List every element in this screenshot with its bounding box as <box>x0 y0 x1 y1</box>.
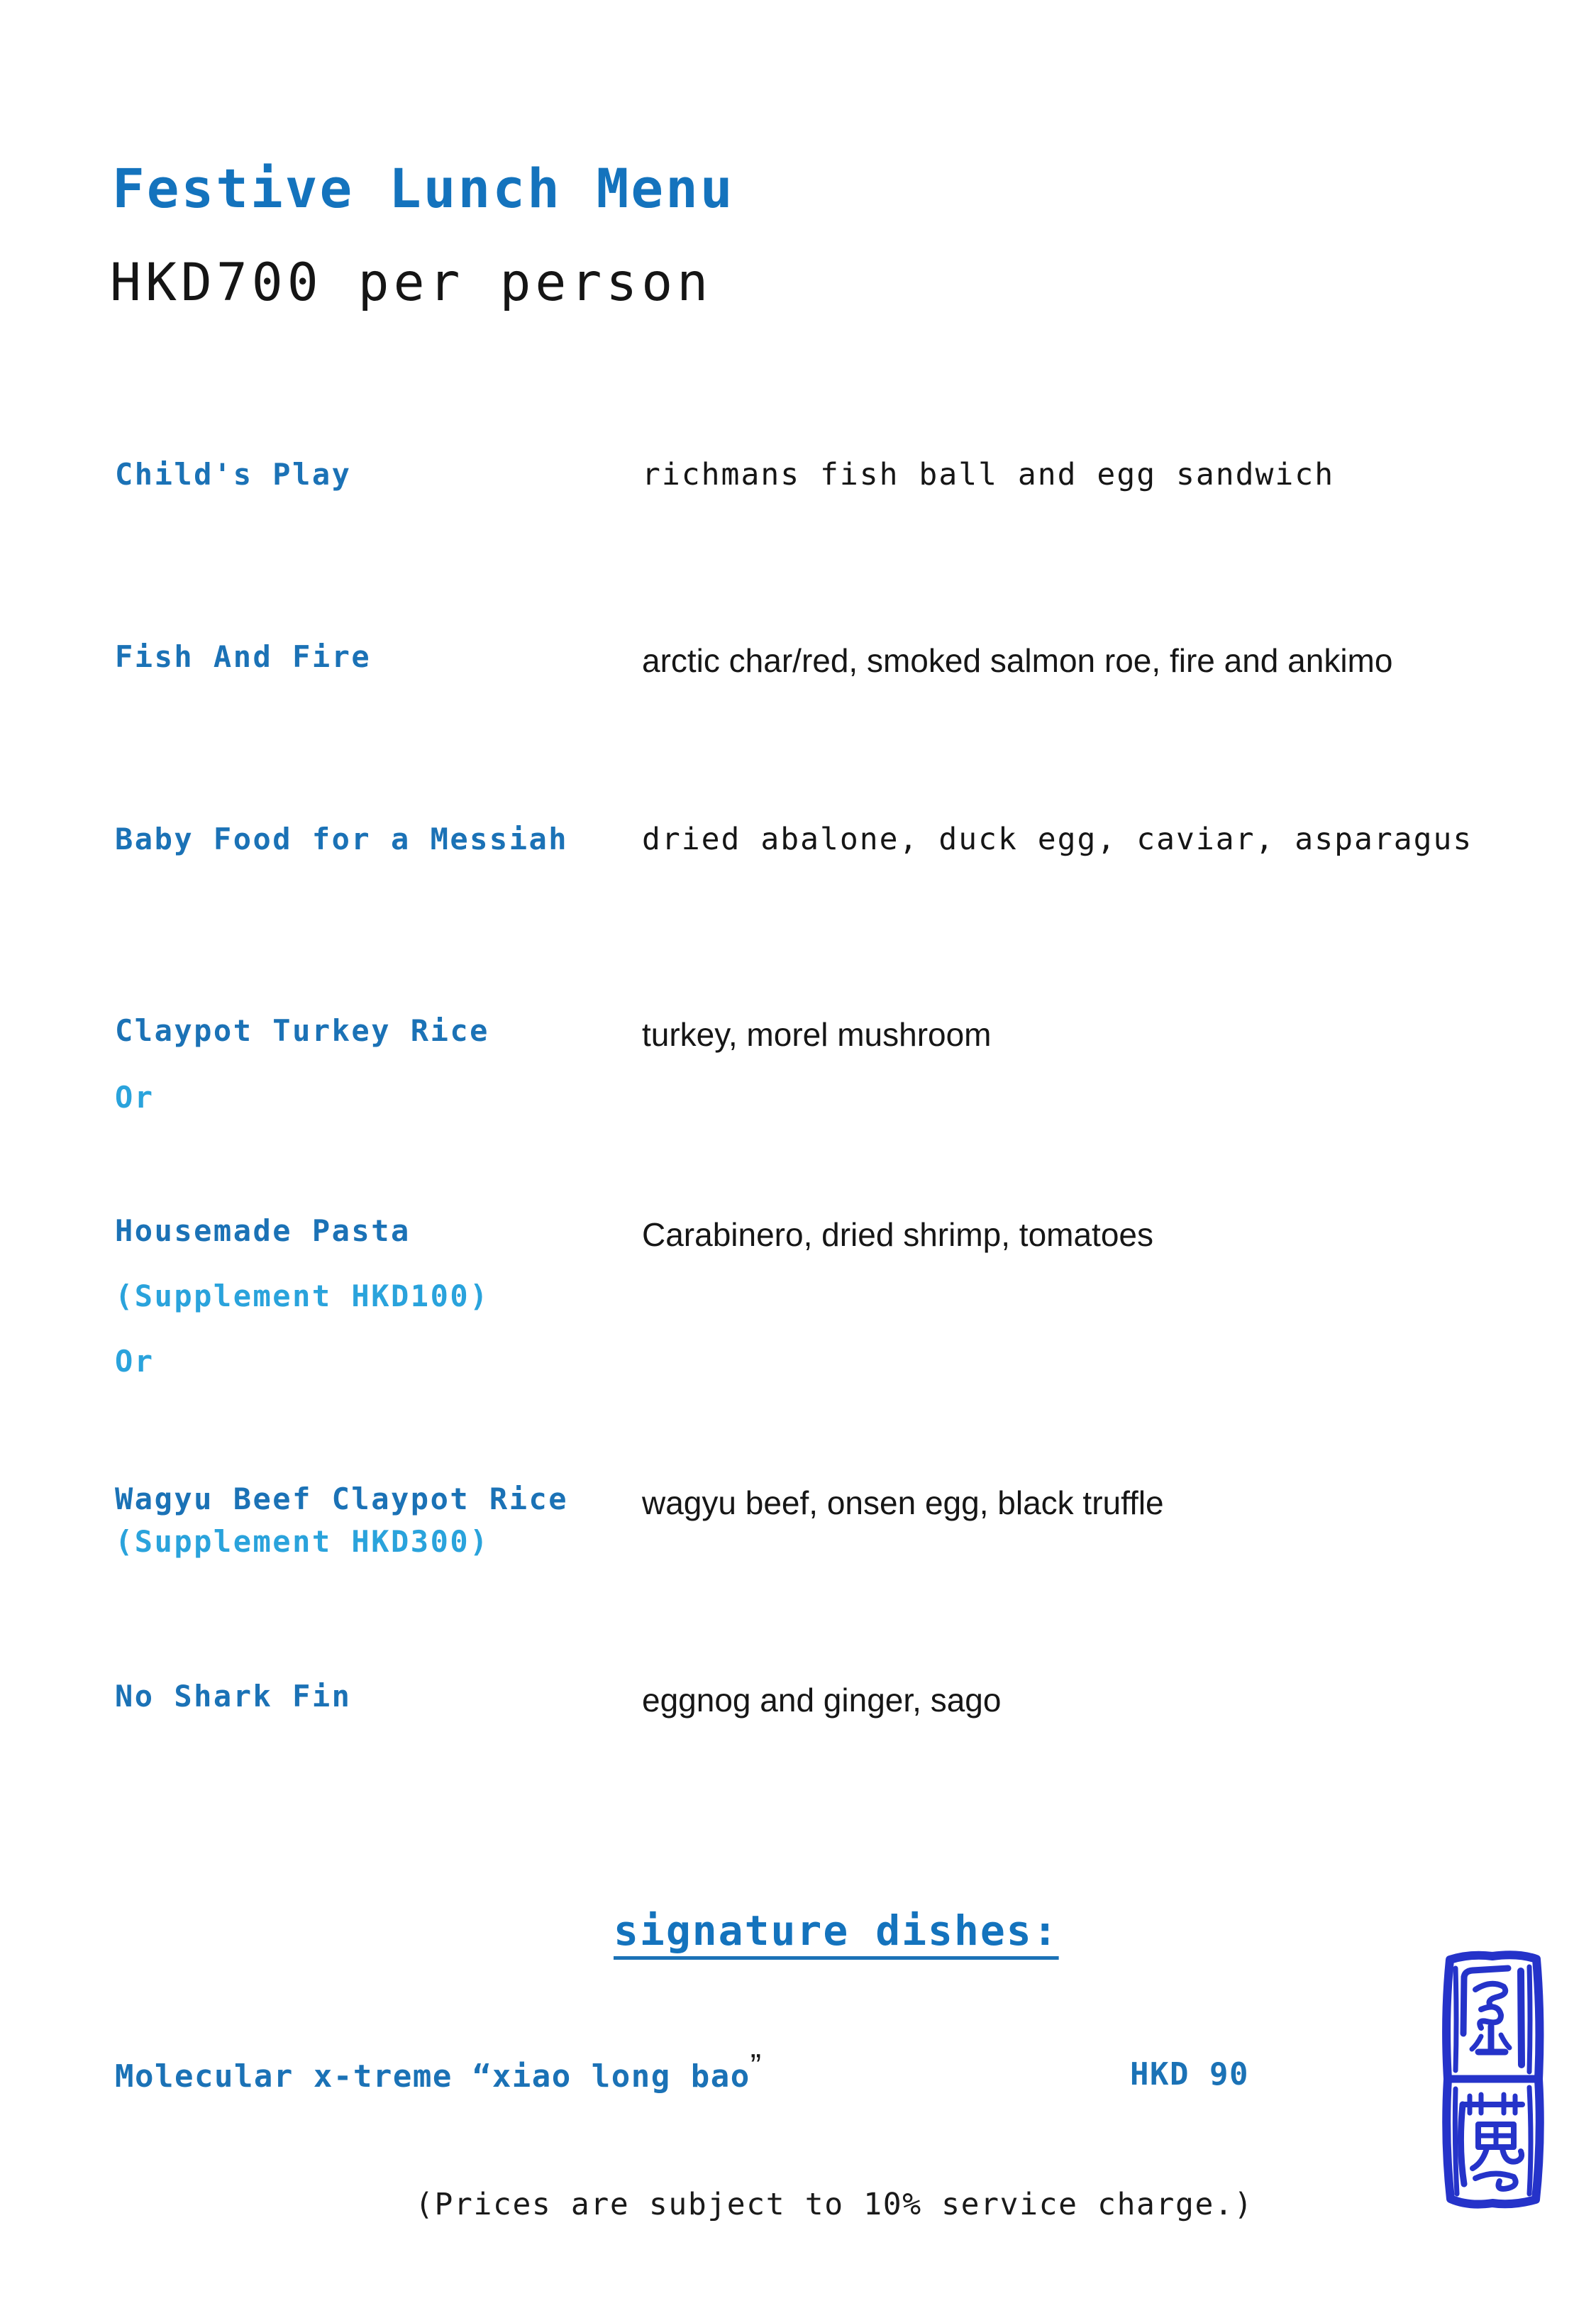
menu-item-housemade-pasta <box>115 1213 1555 1379</box>
item-name: Wagyu Beef Claypot Rice <box>115 1482 569 1516</box>
item-name: Child's Play <box>115 457 352 492</box>
item-description: richmans fish ball and egg sandwich <box>642 457 1335 492</box>
menu-item-baby-food <box>115 822 1555 857</box>
seal-graphic <box>1439 1950 1546 2210</box>
menu-item-fish-and-fire <box>115 639 1555 679</box>
item-or-label: Or <box>115 1344 155 1379</box>
menu-item-childs-play <box>115 457 1555 492</box>
page-title: Festive Lunch Menu <box>112 157 735 220</box>
item-name: Housemade Pasta <box>115 1213 411 1248</box>
item-description: eggnog and ginger, sago <box>642 1682 1002 1719</box>
item-name: Claypot Turkey Rice <box>115 1013 489 1048</box>
item-name: Fish And Fire <box>115 639 372 674</box>
menu-item-no-shark-fin <box>115 1679 1555 1719</box>
signature-dishes-heading: signature dishes: <box>614 1907 1059 1955</box>
menu-item-claypot-turkey-rice <box>115 1013 1555 1115</box>
signature-item-name-text: Molecular x-treme “xiao long bao <box>115 2058 750 2095</box>
signature-item-price: HKD 90 <box>1130 2056 1249 2092</box>
service-charge-note: (Prices are subject to 10% service charge.) <box>415 2187 1253 2222</box>
item-supplement: (Supplement HKD300) <box>115 1524 489 1559</box>
item-description: arctic char/red, smoked salmon roe, fire and ankimo <box>642 642 1393 679</box>
item-supplement: (Supplement HKD100) <box>115 1279 489 1313</box>
price-per-person: HKD700 per person <box>110 253 713 313</box>
chinese-seal-stamp-icon <box>1439 1950 1546 2210</box>
item-or-label: Or <box>115 1080 155 1115</box>
item-description: wagyu beef, onsen egg, black truffle <box>642 1484 1164 1521</box>
item-description: dried abalone, duck egg, caviar, asparagus <box>642 822 1473 857</box>
item-name: No Shark Fin <box>115 1679 352 1714</box>
signature-item-name <box>115 2047 763 2095</box>
menu-item-wagyu-beef-claypot-rice <box>115 1482 1555 1559</box>
signature-item-closing-quote: ” <box>750 2047 763 2084</box>
item-name: Baby Food for a Messiah <box>115 822 569 856</box>
item-description: turkey, morel mushroom <box>642 1016 992 1053</box>
item-description: Carabinero, dried shrimp, tomatoes <box>642 1216 1153 1253</box>
